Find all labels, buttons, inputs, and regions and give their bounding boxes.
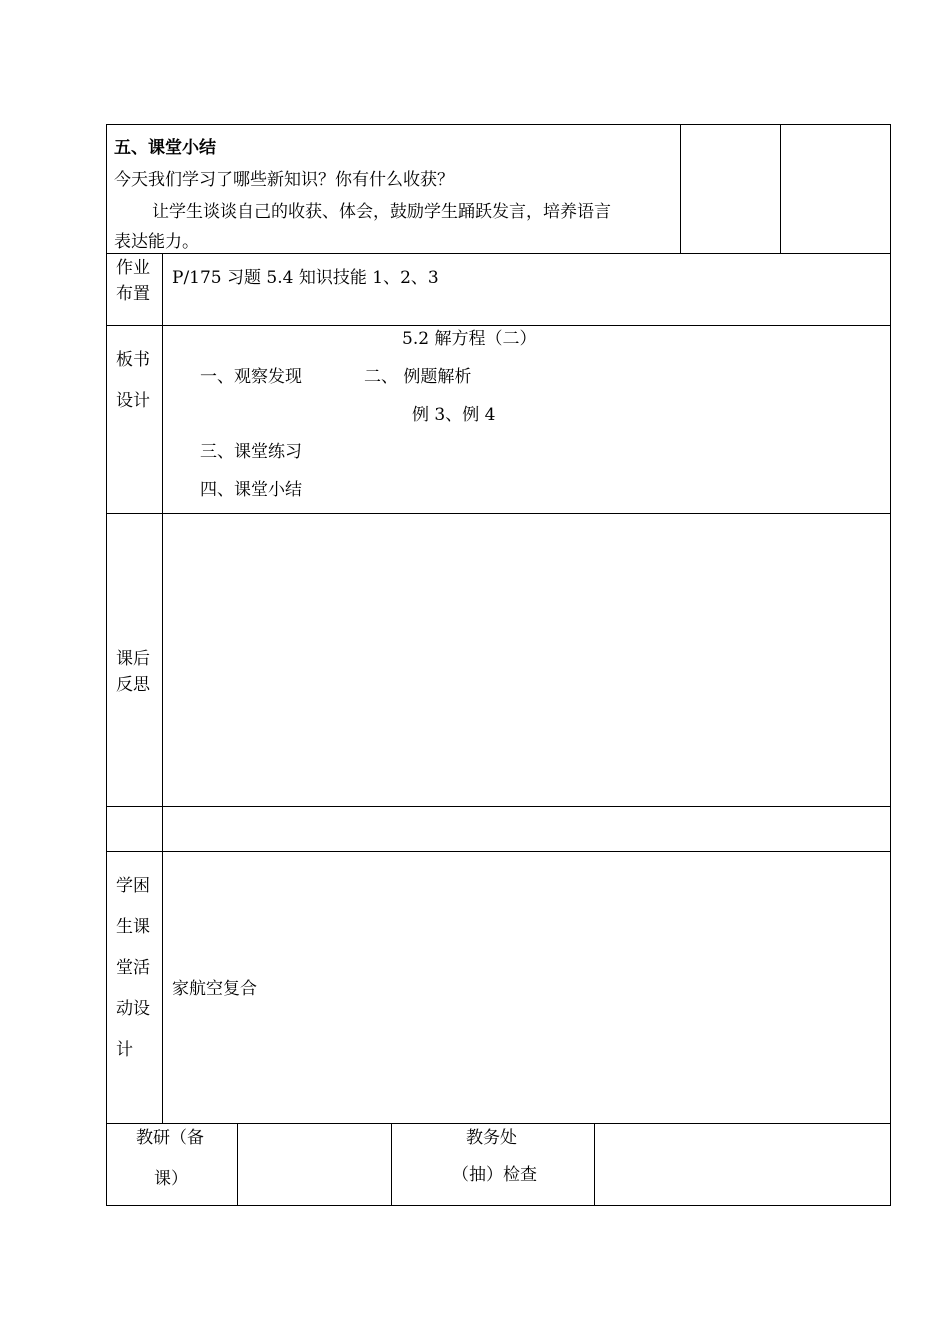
- footer-office-line2: （抽）检查: [452, 1165, 537, 1185]
- summary-question: 今天我们学习了哪些新知识？你有什么收获？: [114, 170, 454, 190]
- activity-label-line3: 堂活: [116, 958, 150, 978]
- row-divider-summary: [106, 253, 891, 254]
- col-divider-summary-1: [680, 124, 681, 253]
- board-item-observe: 一、观察发现: [200, 367, 302, 387]
- summary-paragraph-line2: 表达能力。: [114, 232, 199, 252]
- activity-content: 家航空复合: [172, 979, 257, 999]
- col-divider-footer-1: [237, 1123, 238, 1206]
- col-divider-label: [162, 253, 163, 1123]
- activity-label-line1: 学困: [116, 876, 150, 896]
- board-item-summary: 四、课堂小结: [200, 480, 302, 500]
- col-divider-footer-2: [391, 1123, 392, 1206]
- row-divider-blank: [106, 851, 891, 852]
- activity-label-line2: 生课: [116, 917, 150, 937]
- col-divider-summary-2: [780, 124, 781, 253]
- board-label-line1: 板书: [116, 350, 150, 370]
- homework-label-line1: 作业: [116, 258, 150, 278]
- row-divider-reflection: [106, 806, 891, 807]
- col-divider-footer-3: [594, 1123, 595, 1206]
- board-item-examples: 二、 例题解析: [364, 367, 472, 387]
- footer-office-line1: 教务处: [466, 1128, 517, 1148]
- activity-label-line4: 动设: [116, 999, 150, 1019]
- footer-research-line1: 教研（备: [136, 1128, 204, 1148]
- footer-research-line2: 课）: [154, 1169, 188, 1189]
- row-divider-board: [106, 513, 891, 514]
- board-item-practice: 三、课堂练习: [200, 442, 302, 462]
- reflection-label-line2: 反思: [116, 675, 150, 695]
- summary-heading: 五、课堂小结: [114, 138, 216, 158]
- row-divider-activity: [106, 1123, 891, 1124]
- activity-label-line5: 计: [116, 1040, 133, 1060]
- board-title: 5.2 解方程（二）: [402, 329, 537, 349]
- row-divider-homework: [106, 325, 891, 326]
- homework-content: P/175 习题 5.4 知识技能 1、2、3: [172, 268, 439, 288]
- homework-label-line2: 布置: [116, 284, 150, 304]
- reflection-label-line1: 课后: [116, 649, 150, 669]
- board-label-line2: 设计: [116, 391, 150, 411]
- summary-paragraph-line1: 让学生谈谈自己的收获、体会，鼓励学生踊跃发言，培养语言: [152, 202, 611, 222]
- board-examples-list: 例 3、例 4: [412, 405, 496, 425]
